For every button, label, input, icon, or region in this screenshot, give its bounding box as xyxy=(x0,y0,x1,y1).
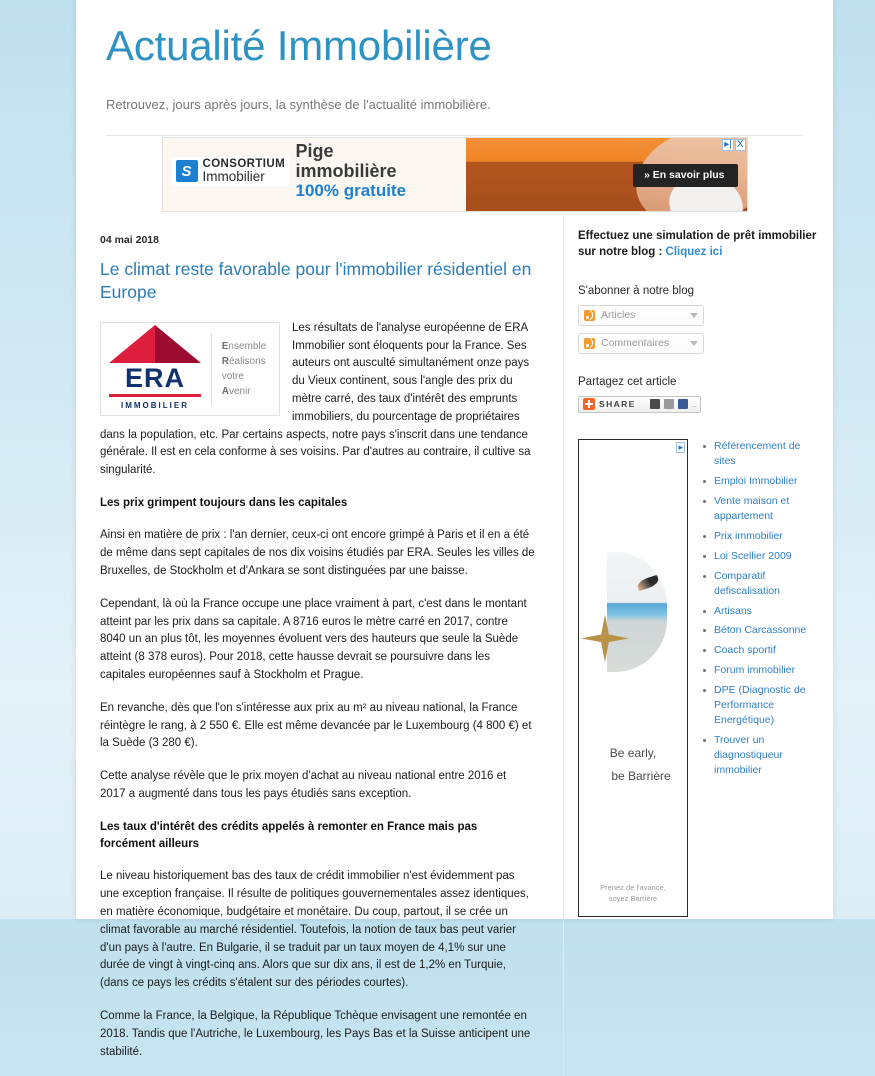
list-item[interactable] xyxy=(714,549,819,564)
list-item[interactable] xyxy=(714,733,819,778)
post-title[interactable]: Le climat reste favorable pour l'immobilier résidentiel en Europe xyxy=(100,258,535,304)
bird-icon xyxy=(636,575,660,591)
sidebar-link-2[interactable]: Vente maison et appartement xyxy=(714,495,789,522)
paragraph-rates: Le niveau historiquement bas des taux de crédit immobilier n'est évidemment pas une exception française. Il résulte de politiques gouvernementales assez identiques, en matière économique, budgétaire et monétaire. Du coup, partout, il se crée un climat favorable au marché résidentiel. Toutefois, la notion de taux bas peut varier d'un pays à l'autre. En Bulgarie, il se traduit par un taux moyen de 4,1% sur une durée de vingt à vingt-cinq ans. Alors que sur dix ans, il est de 1,2% en Turquie, (dans ce pays les crédits s'étalent sur des périodes courtes). xyxy=(100,868,535,993)
list-item[interactable] xyxy=(714,474,819,489)
era-tag3-initial: A xyxy=(222,386,229,397)
sidebar-link-0[interactable]: Référencement de sites xyxy=(714,440,800,467)
page-container xyxy=(76,0,833,919)
paragraph-intro: Les résultats de l'analyse européenne de ERA Immobilier sont éloquents pour la France. Ses auteurs ont ausculté simultanément onze pays du Vieux continent, sous l'angle des prix du mètre carré, des taux d'intérêt des emprunts immobiliers, du pourcentage de propriétaires dans la population, etc. Par certains aspects, notre pays s'inscrit dans une tendance générale. Il est en cela conforme à ses voisins. Par d'autres au contraire, il cultive sa singularité. xyxy=(100,320,535,480)
post-date: 04 mai 2018 xyxy=(100,234,535,246)
paragraph-paris: Cependant, là où la France occupe une place vraiment à part, c'est dans le montant atteint par les prix dans sa capitale. A 8716 euros le mètre carré en 2017, contre 8040 un an plus tôt, les moyennes évoluent vers des hauteurs que seule la Suède atteint (8 378 euros). Pour 2018, cette hausse devrait se poursuivre dans les capitales européennes sauf à Stockholm et Prague. xyxy=(100,596,535,685)
consortium-brand-line2: Immobilier xyxy=(203,170,286,184)
rss-icon xyxy=(584,338,595,349)
list-item[interactable] xyxy=(714,439,819,469)
paragraph-prices: Ainsi en matière de prix : l'an dernier, ceux-ci ont encore grimpé à Paris et il en a été de même dans sept capitales de nos dix voisins étudiés par ERA. Seules les villes de Bruxelles, de Stockholm et d'Ankara se sont distinguées par une baisse. xyxy=(100,527,535,580)
adchoices-icon[interactable]: ▸| xyxy=(722,139,734,151)
era-tag2-initial: R xyxy=(222,356,229,367)
sidebar-link-4[interactable]: Loi Scellier 2009 xyxy=(714,550,792,562)
blog-description: Retrouvez, jours après jours, la synthèse de l'actualité immobilière. xyxy=(106,97,803,112)
ad-pitch-line2: immobilière xyxy=(296,161,407,181)
loan-simulation-text: Effectuez une simulation de prêt immobilier sur notre blog : xyxy=(578,230,816,259)
subscribe-comments-label: Commentaires xyxy=(601,337,690,349)
era-tag2-text: éalisons votre xyxy=(222,356,266,382)
content-columns xyxy=(76,216,833,1076)
list-item[interactable] xyxy=(714,604,819,619)
share-button-label: SHARE xyxy=(599,399,646,409)
share-generic-icon[interactable] xyxy=(650,399,660,409)
section-heading-1: Les prix grimpent toujours dans les capitales xyxy=(100,495,535,512)
list-item[interactable] xyxy=(714,569,819,599)
skyscraper-ad-artwork xyxy=(579,552,687,712)
sidebar-link-list xyxy=(698,439,819,917)
sidebar-link-5[interactable]: Comparatif defiscalisation xyxy=(714,570,780,597)
paragraph-national: En revanche, dès que l'on s'intéresse aux prix au m² au niveau national, la France réintègre le rang, à 2 550 €. Elle est même devancée par le Luxembourg (4 800 €) et la Suède (3 280 €). xyxy=(100,700,535,753)
skyscraper-ad-footer xyxy=(579,882,687,905)
list-item[interactable] xyxy=(714,683,819,728)
share-button[interactable] xyxy=(578,396,701,413)
share-email-icon[interactable] xyxy=(664,399,674,409)
paragraph-analysis: Cette analyse révèle que le prix moyen d'achat au niveau national entre 2016 et 2017 a augmenté dans tous les pays étudiés sans exception. xyxy=(100,768,535,804)
post-body xyxy=(100,320,535,1062)
close-icon[interactable]: X xyxy=(735,139,746,151)
main-column xyxy=(76,216,563,1076)
consortium-glyph-icon: S xyxy=(176,160,198,182)
era-tag3-text: venir xyxy=(229,386,251,397)
era-tag1-text: nsemble xyxy=(228,341,266,352)
ad-claim-line1: Be early, xyxy=(579,742,687,764)
chevron-down-icon[interactable] xyxy=(690,341,698,346)
sidebar-link-6[interactable]: Artisans xyxy=(714,605,752,617)
era-roof-icon xyxy=(109,325,201,363)
era-logo-mark xyxy=(109,325,201,412)
ad-pitch-line1: Pige xyxy=(296,141,407,161)
share-heading: Partagez cet article xyxy=(578,376,819,388)
ad-pitch-line3: 100% gratuite xyxy=(296,181,407,200)
ad-claim-line2: be Barrière xyxy=(579,765,687,787)
rss-icon xyxy=(584,310,595,321)
list-item[interactable] xyxy=(714,623,819,638)
subscribe-articles-dropdown[interactable] xyxy=(578,305,704,326)
consortium-logo xyxy=(172,157,290,186)
era-tag1-initial: E xyxy=(222,341,229,352)
sidebar-lower xyxy=(578,439,819,917)
blog-header xyxy=(76,0,833,136)
adchoices-icon[interactable]: ▸ xyxy=(676,442,685,453)
section-heading-2: Les taux d'intérêt des crédits appelés à remonter en France mais pas forcément ailleurs xyxy=(100,819,535,854)
top-banner-ad-left xyxy=(163,138,466,211)
plus-icon xyxy=(583,398,595,410)
adchoices-controls[interactable] xyxy=(722,139,745,151)
sidebar-link-7[interactable]: Béton Carcassonne xyxy=(714,624,806,636)
list-item[interactable] xyxy=(714,663,819,678)
chevron-down-icon[interactable] xyxy=(690,313,698,318)
era-wordmark: ERA xyxy=(109,365,201,392)
top-banner-ad-area xyxy=(76,136,833,216)
sidebar-link-9[interactable]: Forum immobilier xyxy=(714,664,795,676)
ad-cta-button[interactable]: » En savoir plus xyxy=(633,164,738,187)
list-item[interactable] xyxy=(714,494,819,524)
facebook-icon[interactable] xyxy=(678,399,688,409)
era-logo xyxy=(100,322,280,416)
sidebar-link-3[interactable]: Prix immobilier xyxy=(714,530,783,542)
sidebar-link-8[interactable]: Coach sportif xyxy=(714,644,776,656)
list-item[interactable] xyxy=(714,643,819,658)
era-logo-divider xyxy=(211,333,212,405)
subscribe-heading: S'abonner à notre blog xyxy=(578,285,819,297)
era-tagline xyxy=(222,339,271,399)
top-banner-ad-image xyxy=(466,138,747,211)
ad-footer-line2: soyez Barrière xyxy=(579,893,687,904)
loan-simulation-link[interactable]: Cliquez ici xyxy=(666,246,723,258)
share-more-icon[interactable]: .. xyxy=(692,400,696,409)
sidebar-link-11[interactable]: Trouver un diagnostiqueur immobilier xyxy=(714,734,783,776)
subscribe-articles-label: Articles xyxy=(601,309,690,321)
subscribe-comments-dropdown[interactable] xyxy=(578,333,704,354)
top-banner-ad-pitch xyxy=(296,141,407,200)
skyscraper-ad-claim xyxy=(579,742,687,786)
top-banner-ad[interactable] xyxy=(162,137,748,212)
consortium-brand-line1: CONSORTIUM xyxy=(203,159,286,171)
paragraph-outlook: Comme la France, la Belgique, la République Tchèque envisagent une remontée en 2018. Tandis que l'Autriche, le Luxembourg, les Pays Bas et la Suisse anticipent une stabilité. xyxy=(100,1008,535,1061)
sidebar xyxy=(563,216,833,1076)
ad-footer-line1: Prenez de l'avance, xyxy=(579,882,687,893)
era-rule xyxy=(109,394,201,397)
blog-title: Actualité Immobilière xyxy=(106,20,803,73)
skyscraper-ad[interactable] xyxy=(578,439,688,917)
list-item[interactable] xyxy=(714,529,819,544)
sidebar-link-10[interactable]: DPE (Diagnostic de Performance Energétique) xyxy=(714,684,806,726)
sidebar-link-1[interactable]: Emploi Immobilier xyxy=(714,475,797,487)
era-subtitle: IMMOBILIER xyxy=(109,400,201,412)
loan-simulation-promo xyxy=(578,228,819,261)
barriere-b-letter-icon xyxy=(607,552,667,672)
